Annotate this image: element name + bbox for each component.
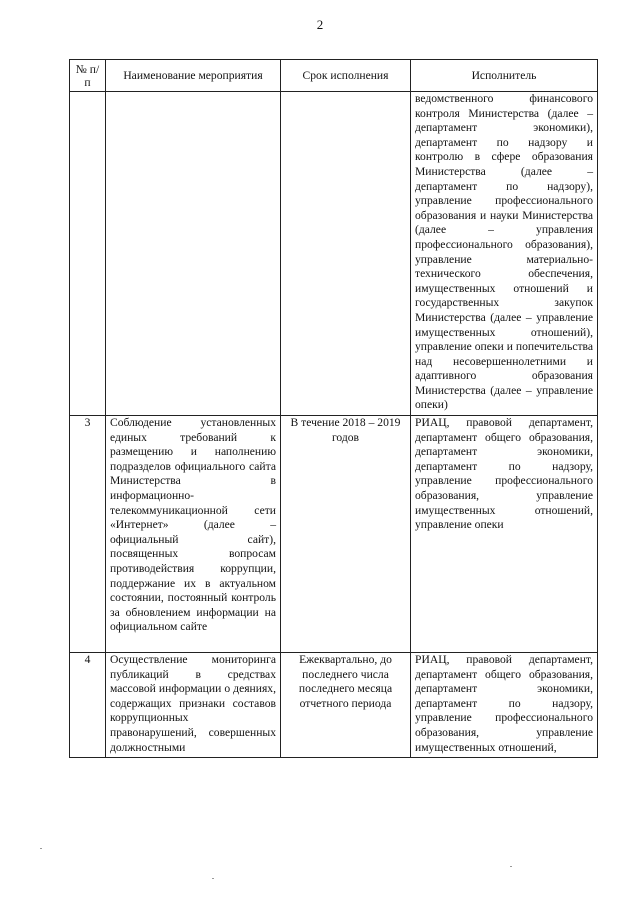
header-deadline: Срок исполнения [281,60,411,92]
row-name: Соблюдение установленных единых требований к размещению и наполнению подразделов официального сайта Министерства в информационно-телекоммуникационной сети «Интернет» (далее – официальный сайт), посвященных вопросам противодействия коррупции, поддержание их в актуальном состоянии, постоянный контроль за обновлением информации на официальном сайте [106,416,281,653]
row-executor: ведомственного финансового контроля Министерства (далее – департамент экономики), департамент по надзору и контролю в сфере образования Министерства (далее – департамент по надзору), управление профессионального образования и науки Министерства (далее – управления профессионального образования), управление материально-технического обеспечения, имущественных отношений и государственных закупок Министерства (далее – управление имущественных отношений), управление опеки и попечительства над несовершеннолетними и адаптивного образования Министерства (далее – управление опеки) [411,92,598,416]
measures-table [69,59,598,758]
row-num: 4 [70,653,106,758]
row-name [106,92,281,416]
scan-speck [510,866,512,867]
scan-speck [40,848,42,849]
row-num: 3 [70,416,106,653]
row-name: Осуществление мониторинга публикаций в средствах массовой информации о деяниях, содержащих признаки составов коррупционных правонарушений, совершенных должностными [106,653,281,758]
row-executor: РИАЦ, правовой департамент, департамент общего образования, департамент экономики, департамент по надзору, управление профессионального образования, управление имущественных отношений, управление опеки [411,416,598,653]
header-executor: Исполнитель [411,60,598,92]
table-row [70,653,598,758]
header-name: Наименование мероприятия [106,60,281,92]
page-number: 2 [316,17,324,32]
row-deadline: В течение 2018 – 2019 годов [281,416,411,653]
table-row [70,416,598,653]
header-num: № п/п [70,60,106,92]
row-num [70,92,106,416]
row-deadline: Ежеквартально, до последнего числа последнего месяца отчетного периода [281,653,411,758]
row-deadline [281,92,411,416]
row-executor: РИАЦ, правовой департамент, департамент общего образования, департамент экономики, департамент по надзору, управление профессионального образования, управление имущественных отношений, [411,653,598,758]
table-header-row [70,60,598,92]
scan-speck [212,878,214,879]
table-row [70,92,598,416]
